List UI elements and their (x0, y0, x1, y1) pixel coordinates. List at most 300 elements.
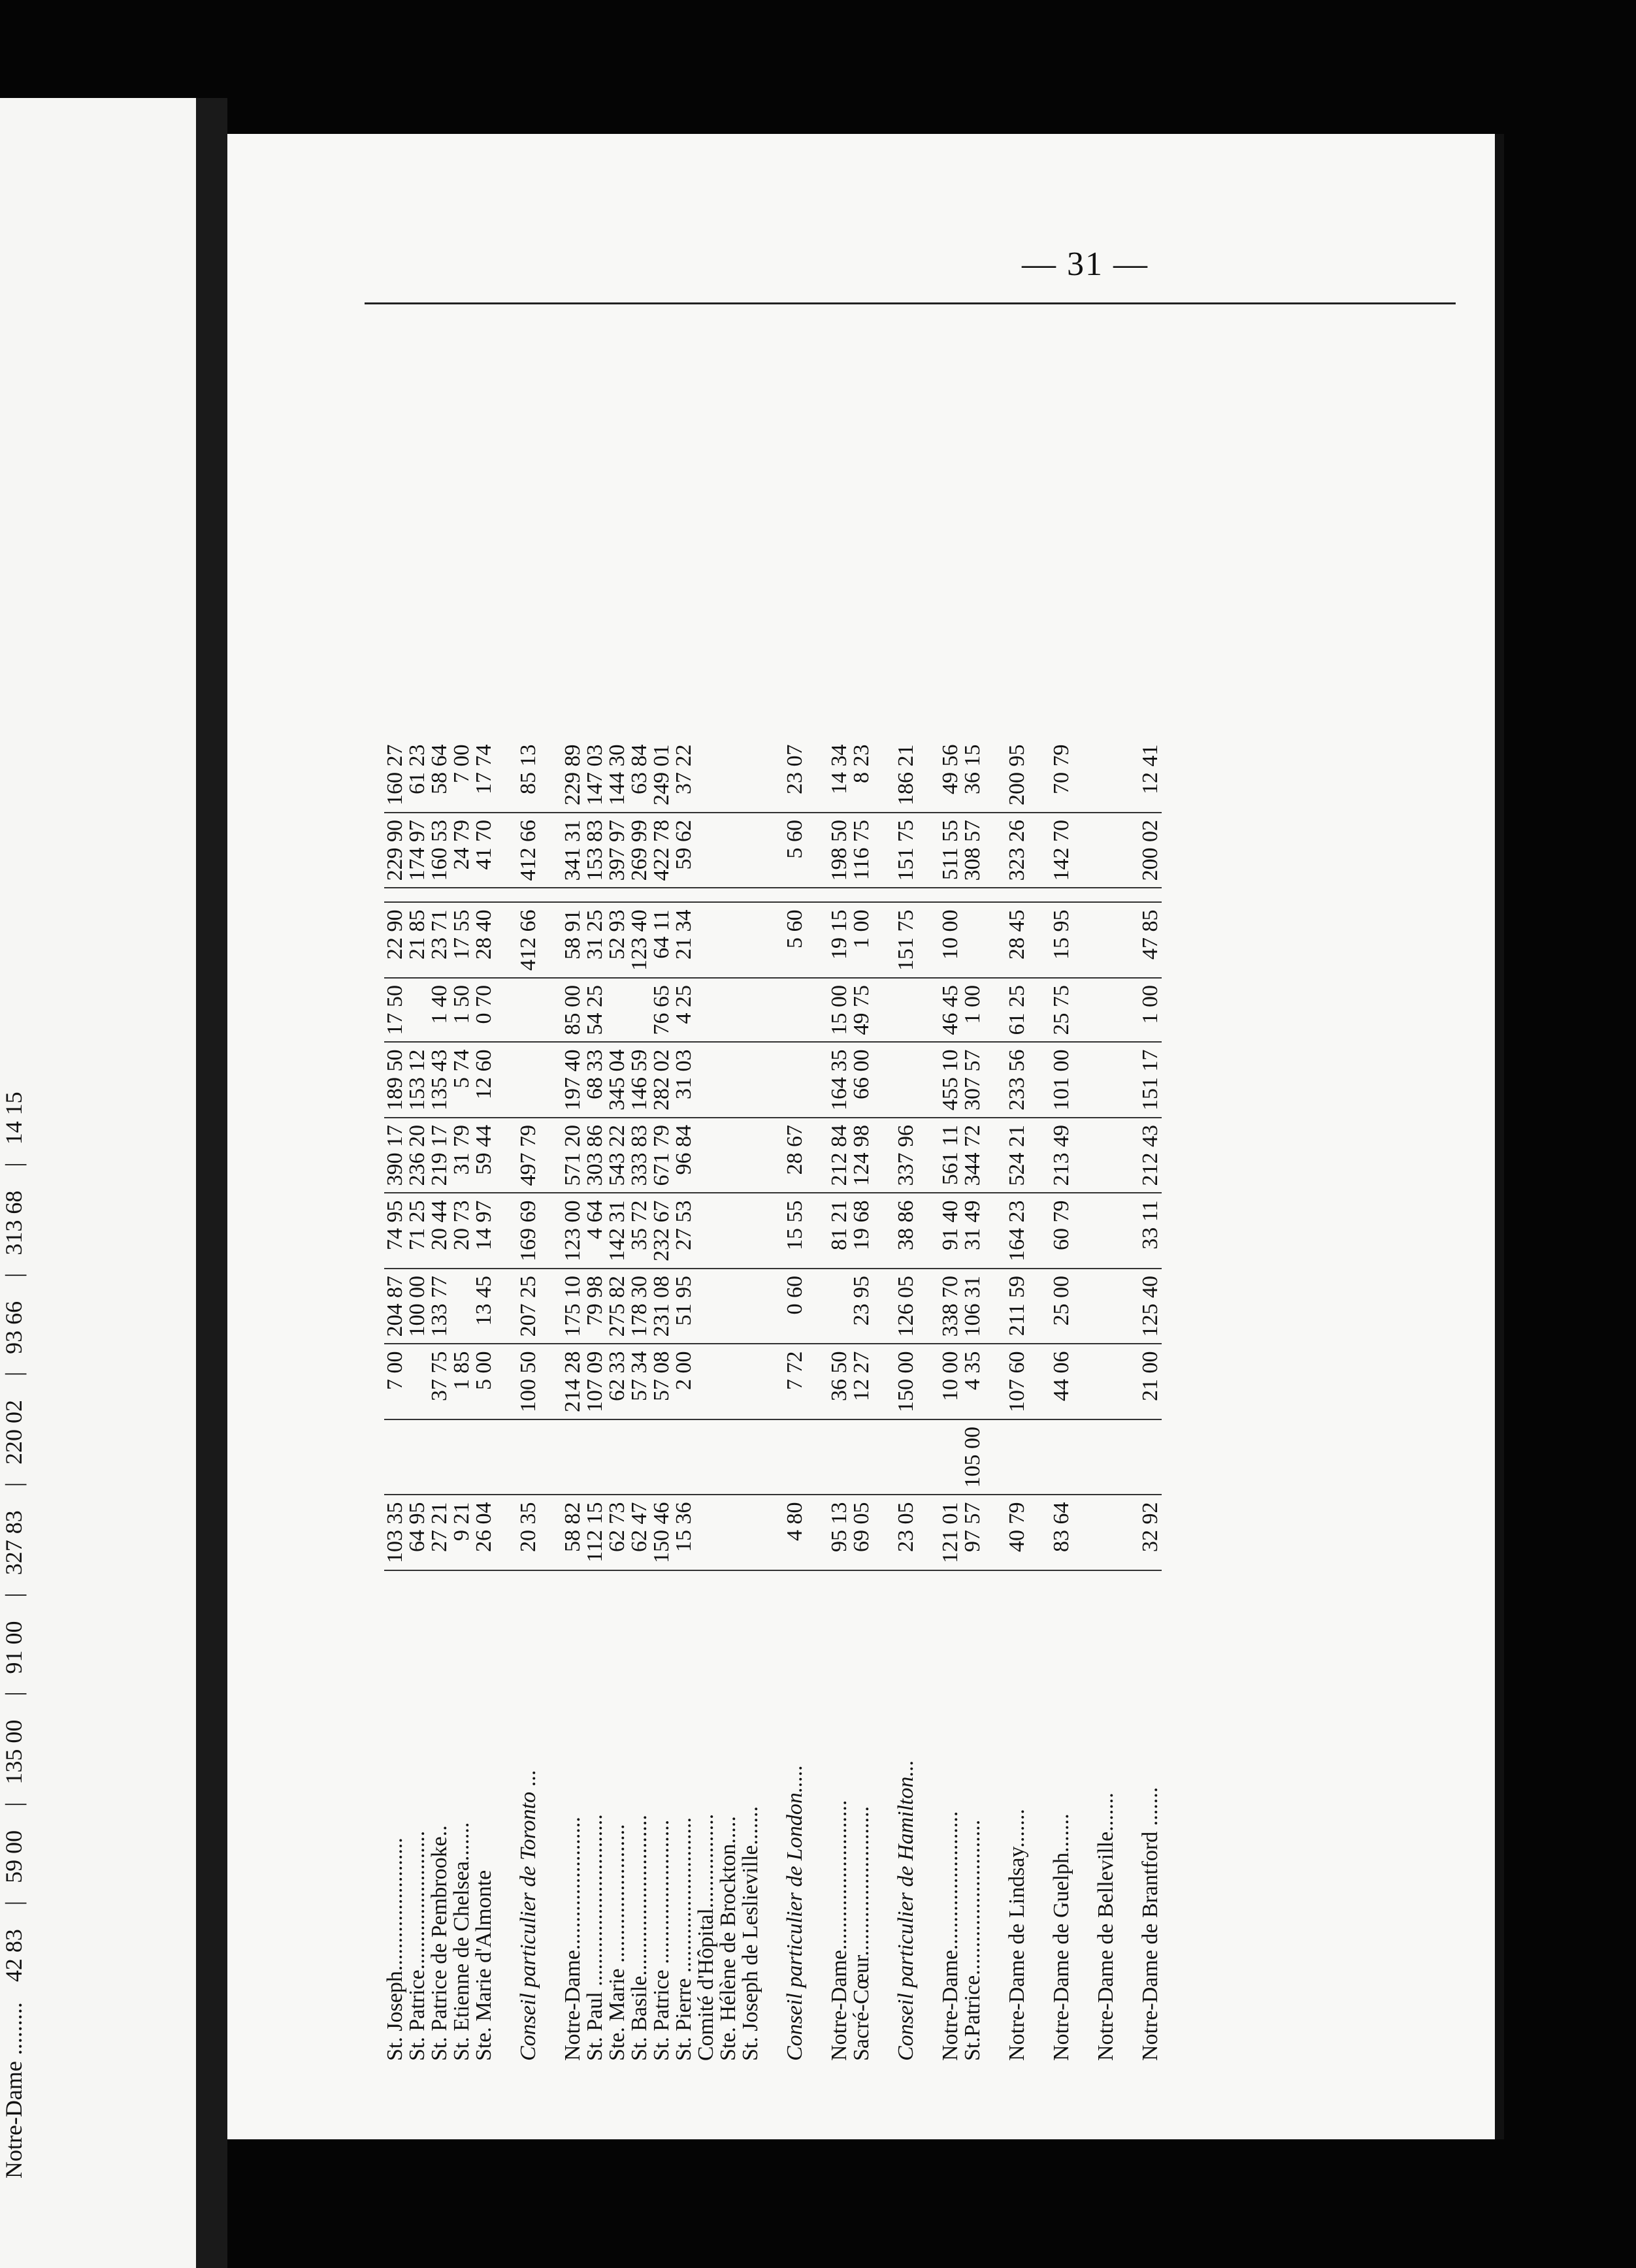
rotated-table (384, 369, 1403, 2067)
amount-cell (984, 813, 1006, 888)
amount-cell: 44 06 (1051, 1344, 1073, 1420)
amount-cell (495, 978, 517, 1043)
amount-cell: 10 00 (940, 1344, 962, 1420)
amount-cell: 97 57 (962, 1495, 984, 1571)
amount-cell (1028, 978, 1051, 1043)
amount-cell: 123 40 (629, 903, 651, 979)
amount-cell: 52 93 (606, 903, 629, 979)
amount-cell: 31 25 (584, 903, 606, 979)
amount-cell (540, 1118, 562, 1193)
amount-cell: 35 72 (629, 1193, 651, 1269)
amount-cell: 71 25 (406, 1193, 429, 1269)
amount-cell: 106 31 (962, 1269, 984, 1344)
amount-cell (606, 888, 629, 903)
amount-cell (1095, 738, 1117, 813)
amount-cell: 62 73 (606, 1495, 629, 1571)
amount-cell (984, 1043, 1006, 1118)
amount-cell: 164 23 (1006, 1193, 1028, 1269)
amount-cell: 112 15 (584, 1495, 606, 1571)
amount-cell (917, 1344, 940, 1420)
row-name (540, 1570, 562, 2067)
table-row (940, 738, 962, 2068)
amount-cell (540, 813, 562, 888)
amount-cell: 121 01 (940, 1495, 962, 1571)
amount-cell (495, 1193, 517, 1269)
amount-cell (762, 1043, 784, 1118)
amount-cell (1028, 1344, 1051, 1420)
amount-cell: 5 60 (784, 813, 806, 888)
amount-cell: 14 97 (473, 1193, 495, 1269)
amount-cell: 333 83 (629, 1118, 651, 1193)
amount-cell (406, 888, 429, 903)
amount-cell: 49 75 (851, 978, 873, 1043)
amount-cell: 61 23 (406, 738, 429, 813)
amount-cell (984, 1118, 1006, 1193)
table-row (562, 738, 584, 2068)
amount-cell: 10 00 (940, 903, 962, 979)
amount-cell: 20 44 (429, 1193, 451, 1269)
amount-cell: 341 31 (562, 813, 584, 888)
amount-cell (784, 888, 806, 903)
amount-cell (1073, 1043, 1095, 1118)
amount-cell: 27 53 (673, 1193, 695, 1269)
amount-cell: 15 36 (673, 1495, 695, 1571)
amount-cell: 133 77 (429, 1269, 451, 1344)
amount-cell (495, 1419, 517, 1495)
amount-cell (806, 978, 828, 1043)
document-page (227, 134, 1504, 2139)
row-name: Ste. Marie ......................... (605, 1824, 629, 2061)
amount-cell: 2 00 (673, 1344, 695, 1420)
amount-cell (806, 1344, 828, 1420)
amount-cell: 17 50 (384, 978, 406, 1043)
row-name (806, 1570, 828, 2067)
amount-cell: 62 33 (606, 1344, 629, 1420)
amount-cell: 23 07 (784, 738, 806, 813)
amount-cell: 40 79 (1006, 1495, 1028, 1571)
table-row (895, 738, 917, 2068)
amount-cell: 66 00 (851, 1043, 873, 1118)
amount-cell: 15 95 (1051, 903, 1073, 979)
amount-cell: 1 00 (1139, 978, 1162, 1043)
amount-cell: 85 13 (517, 738, 540, 813)
amount-cell: 58 91 (562, 903, 584, 979)
amount-cell (762, 1193, 784, 1269)
amount-cell (717, 1043, 740, 1118)
row-name (495, 1570, 517, 2067)
amount-cell (562, 1419, 584, 1495)
amount-cell (517, 978, 540, 1043)
amount-cell: 79 98 (584, 1269, 606, 1344)
amount-cell: 23 71 (429, 903, 451, 979)
amount-cell (984, 978, 1006, 1043)
amount-cell (828, 888, 851, 903)
amount-cell (895, 978, 917, 1043)
amount-cell: 105 00 (962, 1419, 984, 1495)
amount-cell: 323 26 (1006, 813, 1028, 888)
amount-cell: 57 34 (629, 1344, 651, 1420)
amount-cell: 5 60 (784, 903, 806, 979)
amount-cell (940, 1419, 962, 1495)
amount-cell: 25 00 (1051, 1269, 1073, 1344)
amount-cell: 20 35 (517, 1495, 540, 1571)
amount-cell: 412 66 (517, 813, 540, 888)
amount-cell: 345 04 (606, 1043, 629, 1118)
amount-cell (806, 1495, 828, 1571)
amount-cell (540, 978, 562, 1043)
amount-cell: 0 70 (473, 978, 495, 1043)
amount-cell: 59 62 (673, 813, 695, 888)
amount-cell: 232 67 (651, 1193, 673, 1269)
row-name: Conseil particulier de Hamilton... (894, 1760, 918, 2061)
amount-cell (1117, 1043, 1139, 1118)
amount-cell (1073, 1269, 1095, 1344)
amount-cell (606, 1419, 629, 1495)
amount-cell (940, 888, 962, 903)
amount-cell: 269 99 (629, 813, 651, 888)
amount-cell: 150 00 (895, 1344, 917, 1420)
amount-cell (828, 1269, 851, 1344)
spacer-row (806, 738, 828, 2068)
amount-cell (762, 1344, 784, 1420)
spacer-row (762, 738, 784, 2068)
amount-cell (406, 1344, 429, 1420)
amount-cell (740, 888, 762, 903)
table-row (717, 738, 740, 2068)
amount-cell: 189 50 (384, 1043, 406, 1118)
amount-cell (1073, 978, 1095, 1043)
amount-cell (917, 1269, 940, 1344)
amount-cell (984, 1269, 1006, 1344)
spacer-row (540, 738, 562, 2068)
row-name (873, 1570, 895, 2067)
amount-cell (1117, 1344, 1139, 1420)
row-name: St. Paul ............................... (583, 1814, 607, 2061)
amount-cell (740, 1495, 762, 1571)
amount-cell (540, 1419, 562, 1495)
amount-cell (740, 1193, 762, 1269)
amount-cell: 60 79 (1051, 1193, 1073, 1269)
amount-cell: 19 15 (828, 903, 851, 979)
amount-cell: 200 95 (1006, 738, 1028, 813)
amount-cell: 153 83 (584, 813, 606, 888)
amount-cell: 19 68 (851, 1193, 873, 1269)
amount-cell (762, 903, 784, 979)
amount-cell: 151 17 (1139, 1043, 1162, 1118)
amount-cell: 124 98 (851, 1118, 873, 1193)
amount-cell: 4 64 (584, 1193, 606, 1269)
amount-cell: 144 30 (606, 738, 629, 813)
amount-cell: 303 86 (584, 1118, 606, 1193)
amount-cell (495, 903, 517, 979)
amount-cell (695, 1118, 717, 1193)
amount-cell (1028, 1043, 1051, 1118)
amount-cell (629, 888, 651, 903)
table-row (1006, 738, 1028, 2068)
amount-cell (584, 888, 606, 903)
amount-cell (806, 1419, 828, 1495)
amount-cell: 31 49 (962, 1193, 984, 1269)
amount-cell (717, 1118, 740, 1193)
amount-cell: 12 60 (473, 1043, 495, 1118)
amount-cell: 54 25 (584, 978, 606, 1043)
amount-cell: 64 11 (651, 903, 673, 979)
amount-cell: 212 43 (1139, 1118, 1162, 1193)
amount-cell (717, 1193, 740, 1269)
amount-cell (1095, 1419, 1117, 1495)
amount-cell (495, 1344, 517, 1420)
amount-cell: 160 27 (384, 738, 406, 813)
amount-cell (806, 1193, 828, 1269)
left-page-rotated-row (0, 23, 65, 2179)
amount-cell (873, 1118, 895, 1193)
amount-cell (540, 1043, 562, 1118)
amount-cell: 390 17 (384, 1118, 406, 1193)
amount-cell (1095, 1193, 1117, 1269)
amount-cell (717, 978, 740, 1043)
amount-cell: 412 66 (517, 903, 540, 979)
amount-cell: 31 79 (451, 1118, 473, 1193)
amount-cell (673, 1419, 695, 1495)
amount-cell: 27 21 (429, 1495, 451, 1571)
amount-cell: 14 34 (828, 738, 851, 813)
amount-cell (1028, 1118, 1051, 1193)
amount-cell: 126 05 (895, 1269, 917, 1344)
amount-cell (740, 1118, 762, 1193)
amount-cell (917, 738, 940, 813)
amount-cell (917, 888, 940, 903)
amount-cell (1073, 1193, 1095, 1269)
amount-cell (873, 1495, 895, 1571)
amount-cell: 17 55 (451, 903, 473, 979)
amount-cell (762, 813, 784, 888)
amount-cell: 7 00 (384, 1344, 406, 1420)
amount-cell (651, 1419, 673, 1495)
amount-cell: 38 86 (895, 1193, 917, 1269)
amount-cell (1028, 738, 1051, 813)
amount-cell (451, 888, 473, 903)
amount-cell (740, 1043, 762, 1118)
amount-cell (873, 1344, 895, 1420)
amount-cell (762, 738, 784, 813)
amount-cell (762, 1269, 784, 1344)
amount-cell (740, 738, 762, 813)
amount-cell: 571 20 (562, 1118, 584, 1193)
amount-cell (1051, 1419, 1073, 1495)
amount-cell: 49 56 (940, 738, 962, 813)
amount-cell (895, 888, 917, 903)
amount-cell: 561 11 (940, 1118, 962, 1193)
amount-cell: 58 64 (429, 738, 451, 813)
amount-cell: 20 73 (451, 1193, 473, 1269)
amount-cell: 338 70 (940, 1269, 962, 1344)
amount-cell (984, 903, 1006, 979)
amount-cell: 236 20 (406, 1118, 429, 1193)
amount-cell: 96 84 (673, 1118, 695, 1193)
amount-cell: 57 08 (651, 1344, 673, 1420)
amount-cell: 337 96 (895, 1118, 917, 1193)
amount-cell (1073, 1118, 1095, 1193)
amount-cell: 229 89 (562, 738, 584, 813)
amount-cell: 511 55 (940, 813, 962, 888)
spacer-row (917, 738, 940, 2068)
amount-cell (1095, 978, 1117, 1043)
amount-cell (451, 1419, 473, 1495)
amount-cell (517, 1419, 540, 1495)
amount-cell (1028, 1269, 1051, 1344)
table-row (473, 738, 495, 2068)
amount-cell (695, 903, 717, 979)
row-name: St. Basile............................. (627, 1815, 651, 2061)
amount-cell: 21 85 (406, 903, 429, 979)
amount-cell: 146 59 (629, 1043, 651, 1118)
row-name (1117, 1570, 1139, 2067)
left-row-label: Notre-Dame ......... (1, 2002, 27, 2179)
amount-cell (1073, 1344, 1095, 1420)
amount-cell: 51 95 (673, 1269, 695, 1344)
amount-cell (1117, 1193, 1139, 1269)
spacer-row (873, 738, 895, 2068)
amount-cell: 46 45 (940, 978, 962, 1043)
amount-cell: 100 50 (517, 1344, 540, 1420)
row-name (917, 1570, 940, 2067)
amount-cell: 1 40 (429, 978, 451, 1043)
amount-cell (1073, 1419, 1095, 1495)
amount-cell: 8 23 (851, 738, 873, 813)
amount-cell: 4 35 (962, 1344, 984, 1420)
amount-cell: 9 21 (451, 1495, 473, 1571)
amount-cell: 671 79 (651, 1118, 673, 1193)
row-name: St. Joseph........................ (383, 1838, 407, 2061)
amount-cell (717, 888, 740, 903)
amount-cell: 1 85 (451, 1344, 473, 1420)
amount-cell (495, 738, 517, 813)
amount-cell (495, 1495, 517, 1571)
amount-cell: 524 21 (1006, 1118, 1028, 1193)
amount-cell (1073, 813, 1095, 888)
amount-cell: 12 27 (851, 1344, 873, 1420)
amount-cell: 21 00 (1139, 1344, 1162, 1420)
amount-cell (695, 978, 717, 1043)
row-name: Conseil particulier de Toronto ... (516, 1769, 540, 2061)
amount-cell: 213 49 (1051, 1118, 1073, 1193)
header-rule (365, 302, 1456, 304)
amount-cell: 59 44 (473, 1118, 495, 1193)
ledger-table (384, 738, 1162, 2068)
amount-cell (695, 1269, 717, 1344)
amount-cell (740, 1269, 762, 1344)
amount-cell: 153 12 (406, 1043, 429, 1118)
amount-cell: 135 43 (429, 1043, 451, 1118)
row-name (1073, 1570, 1095, 2067)
amount-cell: 169 69 (517, 1193, 540, 1269)
amount-cell (917, 813, 940, 888)
amount-cell (1117, 978, 1139, 1043)
amount-cell (873, 978, 895, 1043)
spacer-row (495, 738, 517, 2068)
table-row (962, 738, 984, 2068)
amount-cell (695, 888, 717, 903)
amount-cell (762, 978, 784, 1043)
table-row (740, 738, 762, 2068)
amount-cell (540, 1495, 562, 1571)
amount-cell: 47 85 (1139, 903, 1162, 979)
amount-cell (762, 1118, 784, 1193)
amount-cell (984, 1495, 1006, 1571)
amount-cell: 150 46 (651, 1495, 673, 1571)
amount-cell: 151 75 (895, 903, 917, 979)
amount-cell: 164 35 (828, 1043, 851, 1118)
amount-cell: 142 31 (606, 1193, 629, 1269)
amount-cell: 212 84 (828, 1118, 851, 1193)
amount-cell (984, 1419, 1006, 1495)
amount-cell (1117, 1495, 1139, 1571)
spacer-row (1028, 738, 1051, 2068)
amount-cell: 200 02 (1139, 813, 1162, 888)
amount-cell: 147 03 (584, 738, 606, 813)
amount-cell: 282 02 (651, 1043, 673, 1118)
amount-cell: 32 92 (1139, 1495, 1162, 1571)
amount-cell: 4 25 (673, 978, 695, 1043)
amount-cell: 13 45 (473, 1269, 495, 1344)
amount-cell (1095, 903, 1117, 979)
amount-cell (984, 738, 1006, 813)
amount-cell (895, 1419, 917, 1495)
table-row (406, 738, 429, 2068)
amount-cell (1028, 813, 1051, 888)
table-row (828, 738, 851, 2068)
amount-cell: 5 00 (473, 1344, 495, 1420)
amount-cell: 233 56 (1006, 1043, 1028, 1118)
amount-cell: 28 40 (473, 903, 495, 979)
amount-cell (984, 1193, 1006, 1269)
amount-cell: 15 55 (784, 1193, 806, 1269)
amount-cell: 69 05 (851, 1495, 873, 1571)
amount-cell (517, 888, 540, 903)
row-name: St. Joseph de Leslieville....... (738, 1806, 762, 2061)
amount-cell: 1 00 (962, 978, 984, 1043)
amount-cell (1073, 888, 1095, 903)
amount-cell (384, 888, 406, 903)
amount-cell (629, 1419, 651, 1495)
amount-cell (1139, 888, 1162, 903)
amount-cell (806, 1118, 828, 1193)
amount-cell (1073, 738, 1095, 813)
amount-cell: 68 33 (584, 1043, 606, 1118)
amount-cell (1028, 1419, 1051, 1495)
amount-cell (873, 1419, 895, 1495)
amount-cell: 397 97 (606, 813, 629, 888)
spacer-row (984, 738, 1006, 2068)
row-name (762, 1570, 784, 2067)
amount-cell: 107 60 (1006, 1344, 1028, 1420)
table-row (784, 738, 806, 2068)
amount-cell: 61 25 (1006, 978, 1028, 1043)
amount-cell: 151 75 (895, 813, 917, 888)
amount-cell (1117, 1419, 1139, 1495)
amount-cell (1028, 903, 1051, 979)
amount-cell: 197 40 (562, 1043, 584, 1118)
spacer-row (1073, 738, 1095, 2068)
row-name: Notre-Dame........................... (827, 1800, 851, 2061)
row-name: St. Patrice .......................... (649, 1819, 674, 2061)
amount-cell (1095, 1344, 1117, 1420)
amount-cell (540, 903, 562, 979)
amount-cell: 37 75 (429, 1344, 451, 1420)
amount-cell: 62 47 (629, 1495, 651, 1571)
row-name: Comité d'Hôpital................. (694, 1813, 718, 2061)
amount-cell (495, 813, 517, 888)
